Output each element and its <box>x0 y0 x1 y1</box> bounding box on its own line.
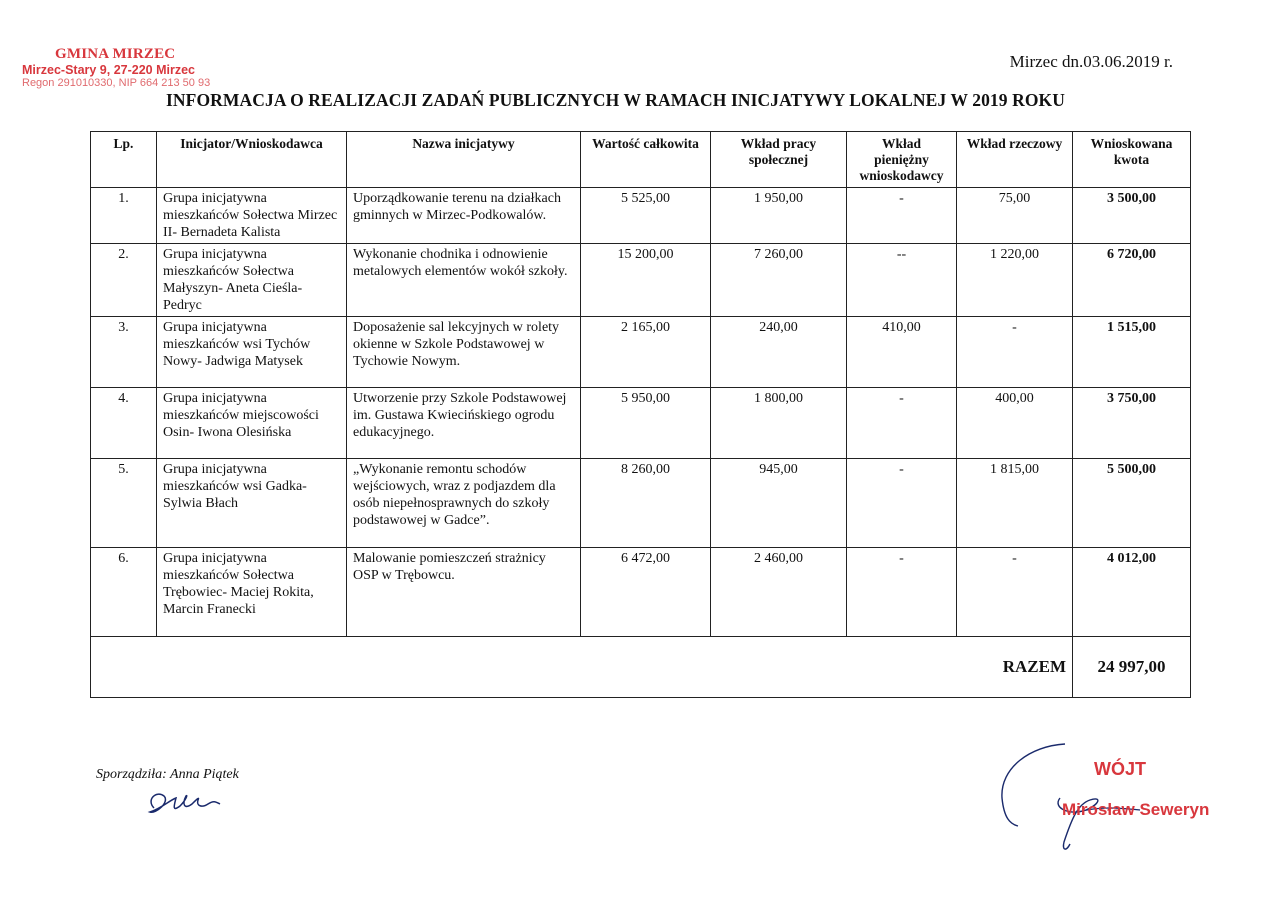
cell-requested: 5 500,00 <box>1073 459 1191 548</box>
cell-initiator: Grupa inicjatywna mieszkańców wsi Gadka-Sylwia Błach <box>157 459 347 548</box>
cell-lp: 5. <box>91 459 157 548</box>
total-value: 24 997,00 <box>1073 637 1191 698</box>
cell-lp: 4. <box>91 388 157 459</box>
table-header-row <box>91 132 1191 188</box>
org-ids: Regon 291010330, NIP 664 213 50 93 <box>22 76 211 89</box>
column-header: Wkład pieniężny wnioskodawcy <box>847 132 957 188</box>
column-header: Wkład pracy społecznej <box>711 132 847 188</box>
total-row <box>91 637 1191 698</box>
cell-cash: 410,00 <box>847 317 957 388</box>
cell-cash: - <box>847 548 957 637</box>
cell-labor: 1 800,00 <box>711 388 847 459</box>
cell-requested: 3 750,00 <box>1073 388 1191 459</box>
table-row <box>91 243 1191 316</box>
cell-cash: - <box>847 187 957 243</box>
cell-material: - <box>957 317 1073 388</box>
handwritten-signature <box>136 786 246 822</box>
wojt-name: Mirosław Seweryn <box>1062 800 1210 819</box>
cell-labor: 7 260,00 <box>711 243 847 316</box>
cell-lp: 6. <box>91 548 157 637</box>
cell-total: 2 165,00 <box>581 317 711 388</box>
cell-initiator: Grupa inicjatywna mieszkańców Sołectwa Małyszyn- Aneta Cieśla-Pedryc <box>157 243 347 316</box>
cell-cash: - <box>847 388 957 459</box>
cell-initiator: Grupa inicjatywna mieszkańców miejscowości Osin- Iwona Olesińska <box>157 388 347 459</box>
table-row <box>91 548 1191 637</box>
cell-cash: -- <box>847 243 957 316</box>
cell-labor: 240,00 <box>711 317 847 388</box>
cell-total: 8 260,00 <box>581 459 711 548</box>
cell-initiator: Grupa inicjatywna mieszkańców Sołectwa Mirzec II- Bernadeta Kalista <box>157 187 347 243</box>
cell-lp: 1. <box>91 187 157 243</box>
table-row <box>91 187 1191 243</box>
wojt-signature-stamp <box>990 738 1220 858</box>
cell-total: 5 525,00 <box>581 187 711 243</box>
initiatives-table <box>90 131 1191 698</box>
document-date: Mirzec dn.03.06.2019 r. <box>1009 52 1173 71</box>
column-header: Nazwa inicjatywy <box>347 132 581 188</box>
cell-initiator: Grupa inicjatywna mieszkańców Sołectwa Trębowiec- Maciej Rokita, Marcin Franecki <box>157 548 347 637</box>
org-address: Mirzec-Stary 9, 27-220 Mirzec <box>22 62 196 77</box>
document-title: INFORMACJA O REALIZACJI ZADAŃ PUBLICZNYCH W RAMACH INICJATYWY LOKALNEJ W 2019 ROKU <box>166 90 1065 110</box>
cell-material: 75,00 <box>957 187 1073 243</box>
cell-material: - <box>957 548 1073 637</box>
cell-requested: 6 720,00 <box>1073 243 1191 316</box>
cell-total: 6 472,00 <box>581 548 711 637</box>
cell-material: 400,00 <box>957 388 1073 459</box>
total-label: RAZEM <box>91 637 1073 698</box>
cell-labor: 2 460,00 <box>711 548 847 637</box>
cell-initiative-name: Doposażenie sal lekcyjnych w rolety okienne w Szkole Podstawowej w Tychowie Nowym. <box>347 317 581 388</box>
cell-cash: - <box>847 459 957 548</box>
cell-requested: 3 500,00 <box>1073 187 1191 243</box>
cell-requested: 1 515,00 <box>1073 317 1191 388</box>
cell-material: 1 220,00 <box>957 243 1073 316</box>
cell-initiative-name: Uporządkowanie terenu na działkach gminnych w Mirzec-Podkowalów. <box>347 187 581 243</box>
cell-initiative-name: Malowanie pomieszczeń strażnicy OSP w Trębowcu. <box>347 548 581 637</box>
column-header: Wartość całkowita <box>581 132 711 188</box>
org-name: GMINA MIRZEC <box>55 46 176 62</box>
cell-lp: 2. <box>91 243 157 316</box>
municipality-stamp <box>22 46 210 89</box>
cell-labor: 945,00 <box>711 459 847 548</box>
wojt-title: WÓJT <box>1094 759 1146 779</box>
cell-material: 1 815,00 <box>957 459 1073 548</box>
cell-total: 5 950,00 <box>581 388 711 459</box>
prepared-by: Sporządziła: Anna Piątek <box>96 767 239 782</box>
cell-initiator: Grupa inicjatywna mieszkańców wsi Tychów Nowy- Jadwiga Matysek <box>157 317 347 388</box>
column-header: Inicjator/Wnioskodawca <box>157 132 347 188</box>
cell-initiative-name: Utworzenie przy Szkole Podstawowej im. Gustawa Kwiecińskiego ogrodu edukacyjnego. <box>347 388 581 459</box>
cell-total: 15 200,00 <box>581 243 711 316</box>
table-row <box>91 317 1191 388</box>
cell-initiative-name: „Wykonanie remontu schodów wejściowych, wraz z podjazdem dla osób niepełnosprawnych do szkoły podstawowej w Gadce”. <box>347 459 581 548</box>
column-header: Wnioskowana kwota <box>1073 132 1191 188</box>
cell-labor: 1 950,00 <box>711 187 847 243</box>
column-header: Lp. <box>91 132 157 188</box>
cell-lp: 3. <box>91 317 157 388</box>
table-row <box>91 388 1191 459</box>
table-row <box>91 459 1191 548</box>
cell-requested: 4 012,00 <box>1073 548 1191 637</box>
column-header: Wkład rzeczowy <box>957 132 1073 188</box>
cell-initiative-name: Wykonanie chodnika i odnowienie metalowych elementów wokół szkoły. <box>347 243 581 316</box>
